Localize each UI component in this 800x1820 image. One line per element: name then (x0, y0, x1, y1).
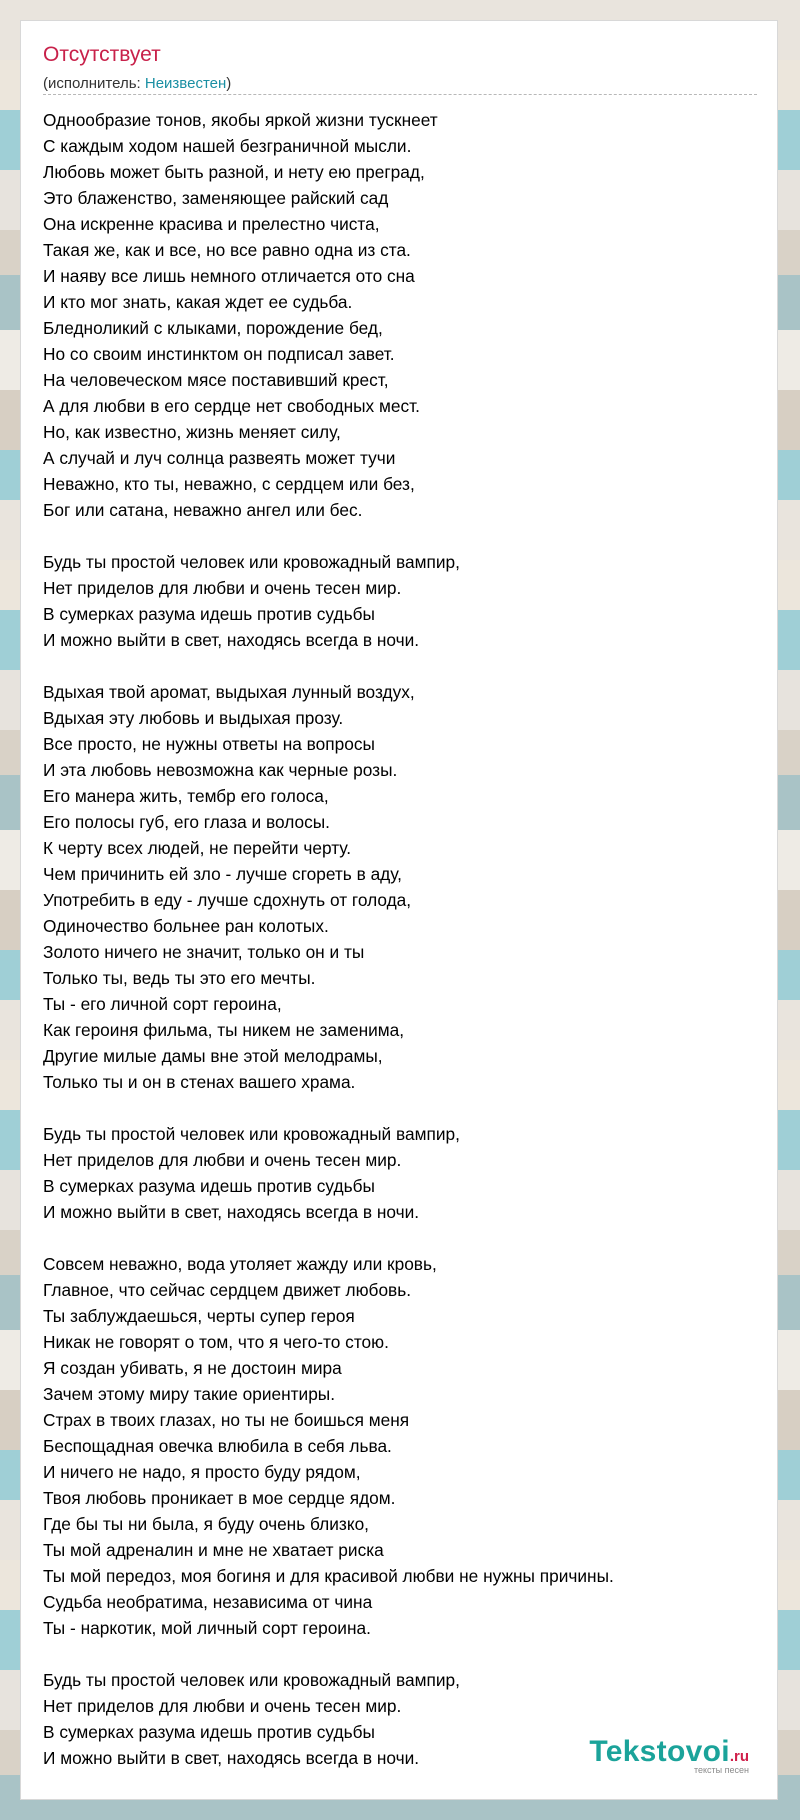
lyrics-line: Однообразие тонов, якобы яркой жизни тускнеет (43, 110, 438, 130)
lyrics-line: Золото ничего не значит, только он и ты (43, 942, 365, 962)
lyrics-line: Где бы ты ни была, я буду очень близко, (43, 1514, 369, 1534)
lyrics-line: И можно выйти в свет, находясь всегда в ночи. (43, 630, 420, 650)
lyrics-line: Неважно, кто ты, неважно, с сердцем или без, (43, 474, 415, 494)
lyrics-line: Нет приделов для любви и очень тесен мир. (43, 578, 402, 598)
lyrics-stanza (43, 107, 763, 523)
lyrics-line: Но со своим инстинктом он подписал завет. (43, 344, 395, 364)
lyrics-line: Ты мой передоз, моя богиня и для красивой любви не нужны причины. (43, 1566, 614, 1586)
lyrics-line: Главное, что сейчас сердцем движет любовь. (43, 1280, 412, 1300)
lyrics-line: Одиночество больнее ран колотых. (43, 916, 329, 936)
lyrics-line: Будь ты простой человек или кровожадный вампир, (43, 552, 460, 572)
lyrics-line: Зачем этому миру такие ориентиры. (43, 1384, 336, 1404)
lyrics-line: Только ты, ведь ты это его мечты. (43, 968, 316, 988)
lyrics-line: Я создан убивать, я не достоин мира (43, 1358, 342, 1378)
lyrics-line: Будь ты простой человек или кровожадный вампир, (43, 1670, 460, 1690)
lyrics-line: Ты мой адреналин и мне не хватает риска (43, 1540, 384, 1560)
lyrics-line: Совсем неважно, вода утоляет жажду или кровь, (43, 1254, 437, 1274)
title-divider (43, 94, 757, 95)
lyrics-card (20, 20, 778, 1800)
lyrics-line: Только ты и он в стенах вашего храма. (43, 1072, 356, 1092)
lyrics-line: Употребить в еду - лучше сдохнуть от голода, (43, 890, 412, 910)
lyrics-line: Никак не говорят о том, что я чего-то стою. (43, 1332, 389, 1352)
lyrics-line: Его манера жить, тембр его голоса, (43, 786, 329, 806)
lyrics-line: Твоя любовь проникает в мое сердце ядом. (43, 1488, 396, 1508)
lyrics-line: Любовь может быть разной, и нету ею преград, (43, 162, 425, 182)
lyrics-line: Страх в твоих глазах, но ты не боишься меня (43, 1410, 410, 1430)
lyrics-line: Судьба необратима, независима от чина (43, 1592, 373, 1612)
lyrics-line: Чем причинить ей зло - лучше сгореть в аду, (43, 864, 402, 884)
lyrics-line: Будь ты простой человек или кровожадный вампир, (43, 1124, 460, 1144)
lyrics-line: В сумерках разума идешь против судьбы (43, 1176, 375, 1196)
lyrics-stanza (43, 1251, 763, 1641)
lyrics-line: Она искренне красива и прелестно чиста, (43, 214, 380, 234)
song-title: Отсутствует (43, 43, 161, 66)
logo-tld: .ru (729, 1748, 749, 1765)
logo-name: Tekstovoi (589, 1735, 730, 1768)
lyrics-line: Но, как известно, жизнь меняет силу, (43, 422, 341, 442)
lyrics-line: Его полосы губ, его глаза и волосы. (43, 812, 330, 832)
lyrics-line: Ты заблуждаешься, черты супер героя (43, 1306, 355, 1326)
lyrics-line: И ничего не надо, я просто буду рядом, (43, 1462, 361, 1482)
lyrics-line: Ты - наркотик, мой личный сорт героина. (43, 1618, 371, 1638)
lyrics-line: Беспощадная овечка влюбила в себя льва. (43, 1436, 392, 1456)
lyrics-line: Бледноликий с клыками, порождение бед, (43, 318, 383, 338)
lyrics-line: Ты - его личной сорт героина, (43, 994, 282, 1014)
site-logo[interactable] (589, 1735, 749, 1775)
lyrics-line: И эта любовь невозможна как черные розы. (43, 760, 398, 780)
lyrics-line: А для любви в его сердце нет свободных мест. (43, 396, 420, 416)
logo-tagline: тексты песен (693, 1765, 749, 1775)
lyrics-line: Это блаженство, заменяющее райский сад (43, 188, 389, 208)
lyrics-line: На человеческом мясе поставивший крест, (43, 370, 389, 390)
lyrics-line: И кто мог знать, какая ждет ее судьба. (43, 292, 353, 312)
lyrics-line: В сумерках разума идешь против судьбы (43, 604, 375, 624)
lyrics-stanza (43, 1121, 763, 1225)
lyrics-line: Все просто, не нужны ответы на вопросы (43, 734, 375, 754)
lyrics-line: А случай и луч солнца развеять может тучи (43, 448, 396, 468)
lyrics-line: Как героиня фильма, ты никем не заменима, (43, 1020, 405, 1040)
lyrics-line: С каждым ходом нашей безграничной мысли. (43, 136, 412, 156)
lyrics-stanza (43, 549, 763, 653)
lyrics-line: Вдыхая твой аромат, выдыхая лунный воздух, (43, 682, 415, 702)
lyrics-line: И можно выйти в свет, находясь всегда в ночи. (43, 1202, 420, 1222)
lyrics-line: В сумерках разума идешь против судьбы (43, 1722, 375, 1742)
performer-line (43, 75, 231, 92)
lyrics-line: Вдыхая эту любовь и выдыхая прозу. (43, 708, 344, 728)
performer-prefix: (исполнитель: (43, 75, 145, 92)
lyrics-line: И можно выйти в свет, находясь всегда в ночи. (43, 1748, 420, 1768)
lyrics-line: Бог или сатана, неважно ангел или бес. (43, 500, 363, 520)
lyrics-line: Другие милые дамы вне этой мелодрамы, (43, 1046, 383, 1066)
lyrics-line: Такая же, как и все, но все равно одна из ста. (43, 240, 411, 260)
lyrics-line: Нет приделов для любви и очень тесен мир. (43, 1150, 402, 1170)
lyrics-body (43, 107, 763, 1797)
lyrics-line: И наяву все лишь немного отличается ото сна (43, 266, 415, 286)
lyrics-line: К черту всех людей, не перейти черту. (43, 838, 352, 858)
lyrics-line: Нет приделов для любви и очень тесен мир. (43, 1696, 402, 1716)
performer-suffix: ) (226, 75, 232, 92)
performer-link[interactable]: Неизвестен (144, 75, 227, 92)
lyrics-stanza (43, 679, 763, 1095)
